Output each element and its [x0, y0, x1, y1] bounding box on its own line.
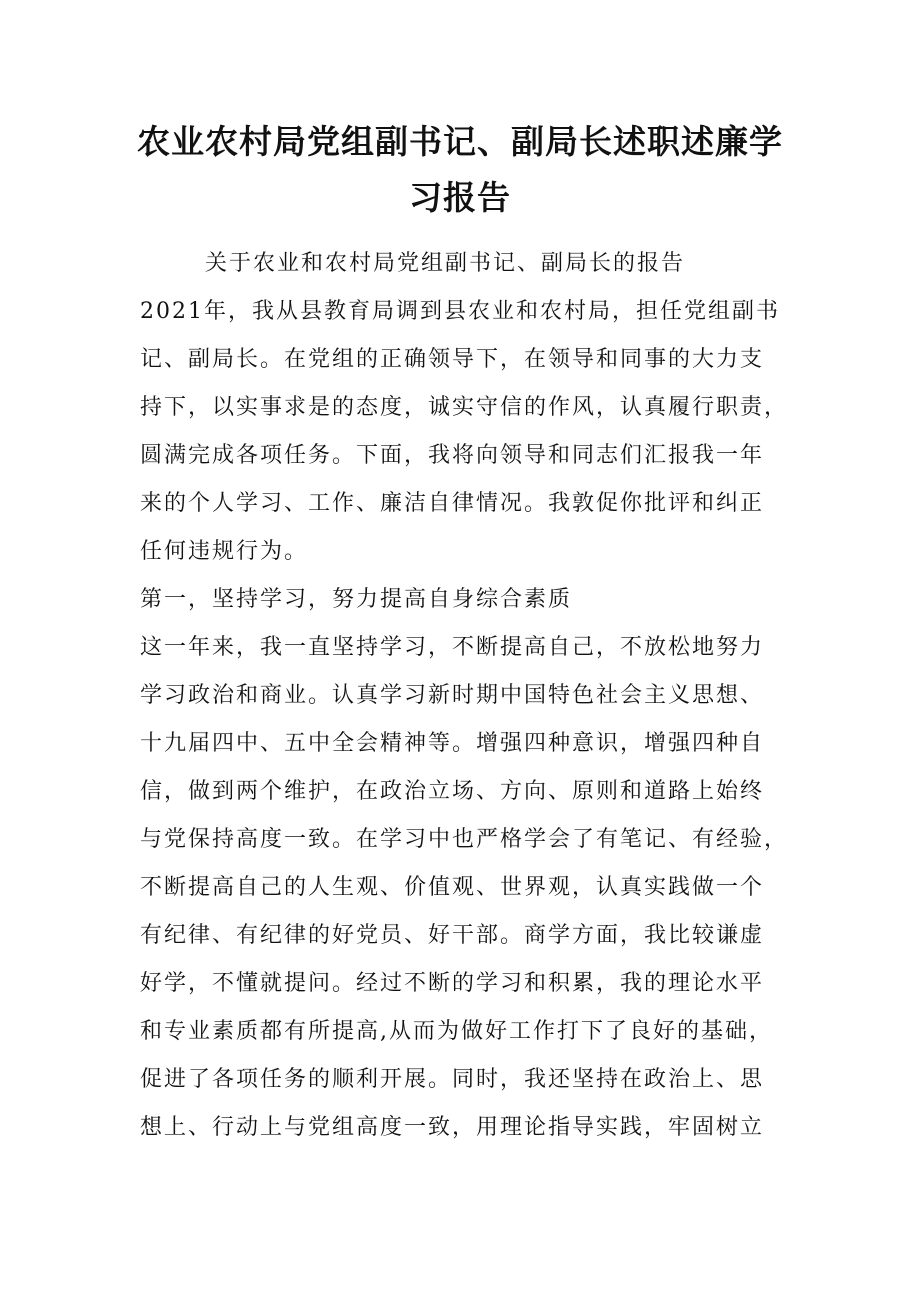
- body-line: 持下，以实事求是的态度，诚实守信的作风，认真履行职责，: [140, 395, 789, 420]
- body-line: 与党保持高度一致。在学习中也严格学会了有笔记、有经验，: [140, 827, 789, 852]
- body-line: 十九届四中、五中全会精神等。增强四种意识，增强四种自: [140, 731, 765, 756]
- body-line: 想上、行动上与党组高度一致，用理论指导实践，牢固树立: [140, 1115, 765, 1140]
- report-subtitle: 关于农业和农村局党组副书记、副局长的报告: [205, 251, 686, 276]
- body-line: 好学，不懂就提问。经过不断的学习和积累，我的理论水平: [140, 971, 765, 996]
- body-line: 有纪律、有纪律的好党员、好干部。商学方面，我比较谦虚: [140, 923, 765, 948]
- body-line: 和专业素质都有所提高,从而为做好工作打下了良好的基础，: [140, 1019, 773, 1044]
- body-line: 促进了各项任务的顺利开展。同时，我还坚持在政治上、思: [140, 1067, 765, 1092]
- body-line: 2021年，我从县教育局调到县农业和农村局，担任党组副书: [140, 299, 780, 324]
- body-line: 圆满完成各项任务。下面，我将向领导和同志们汇报我一年: [140, 443, 765, 468]
- body-line: 信，做到两个维护，在政治立场、方向、原则和道路上始终: [140, 779, 765, 804]
- body-line: 记、副局长。在党组的正确领导下，在领导和同事的大力支: [140, 347, 765, 372]
- body-line: 任何违规行为。: [140, 539, 309, 564]
- document-title-line-1: 农业农村局党组副书记、副局长述职述廉学: [137, 122, 783, 161]
- body-line: 这一年来，我一直坚持学习，不断提高自己，不放松地努力: [140, 635, 765, 660]
- body-line: 学习政治和商业。认真学习新时期中国特色社会主义思想、: [140, 683, 765, 708]
- body-line: 来的个人学习、工作、廉洁自律情况。我敦促你批评和纠正: [140, 491, 765, 516]
- body-line: 不断提高自己的人生观、价值观、世界观，认真实践做一个: [140, 875, 765, 900]
- section-heading-1: 第一，坚持学习，努力提高自身综合素质: [140, 587, 573, 612]
- document-title-line-2: 习报告: [409, 178, 511, 217]
